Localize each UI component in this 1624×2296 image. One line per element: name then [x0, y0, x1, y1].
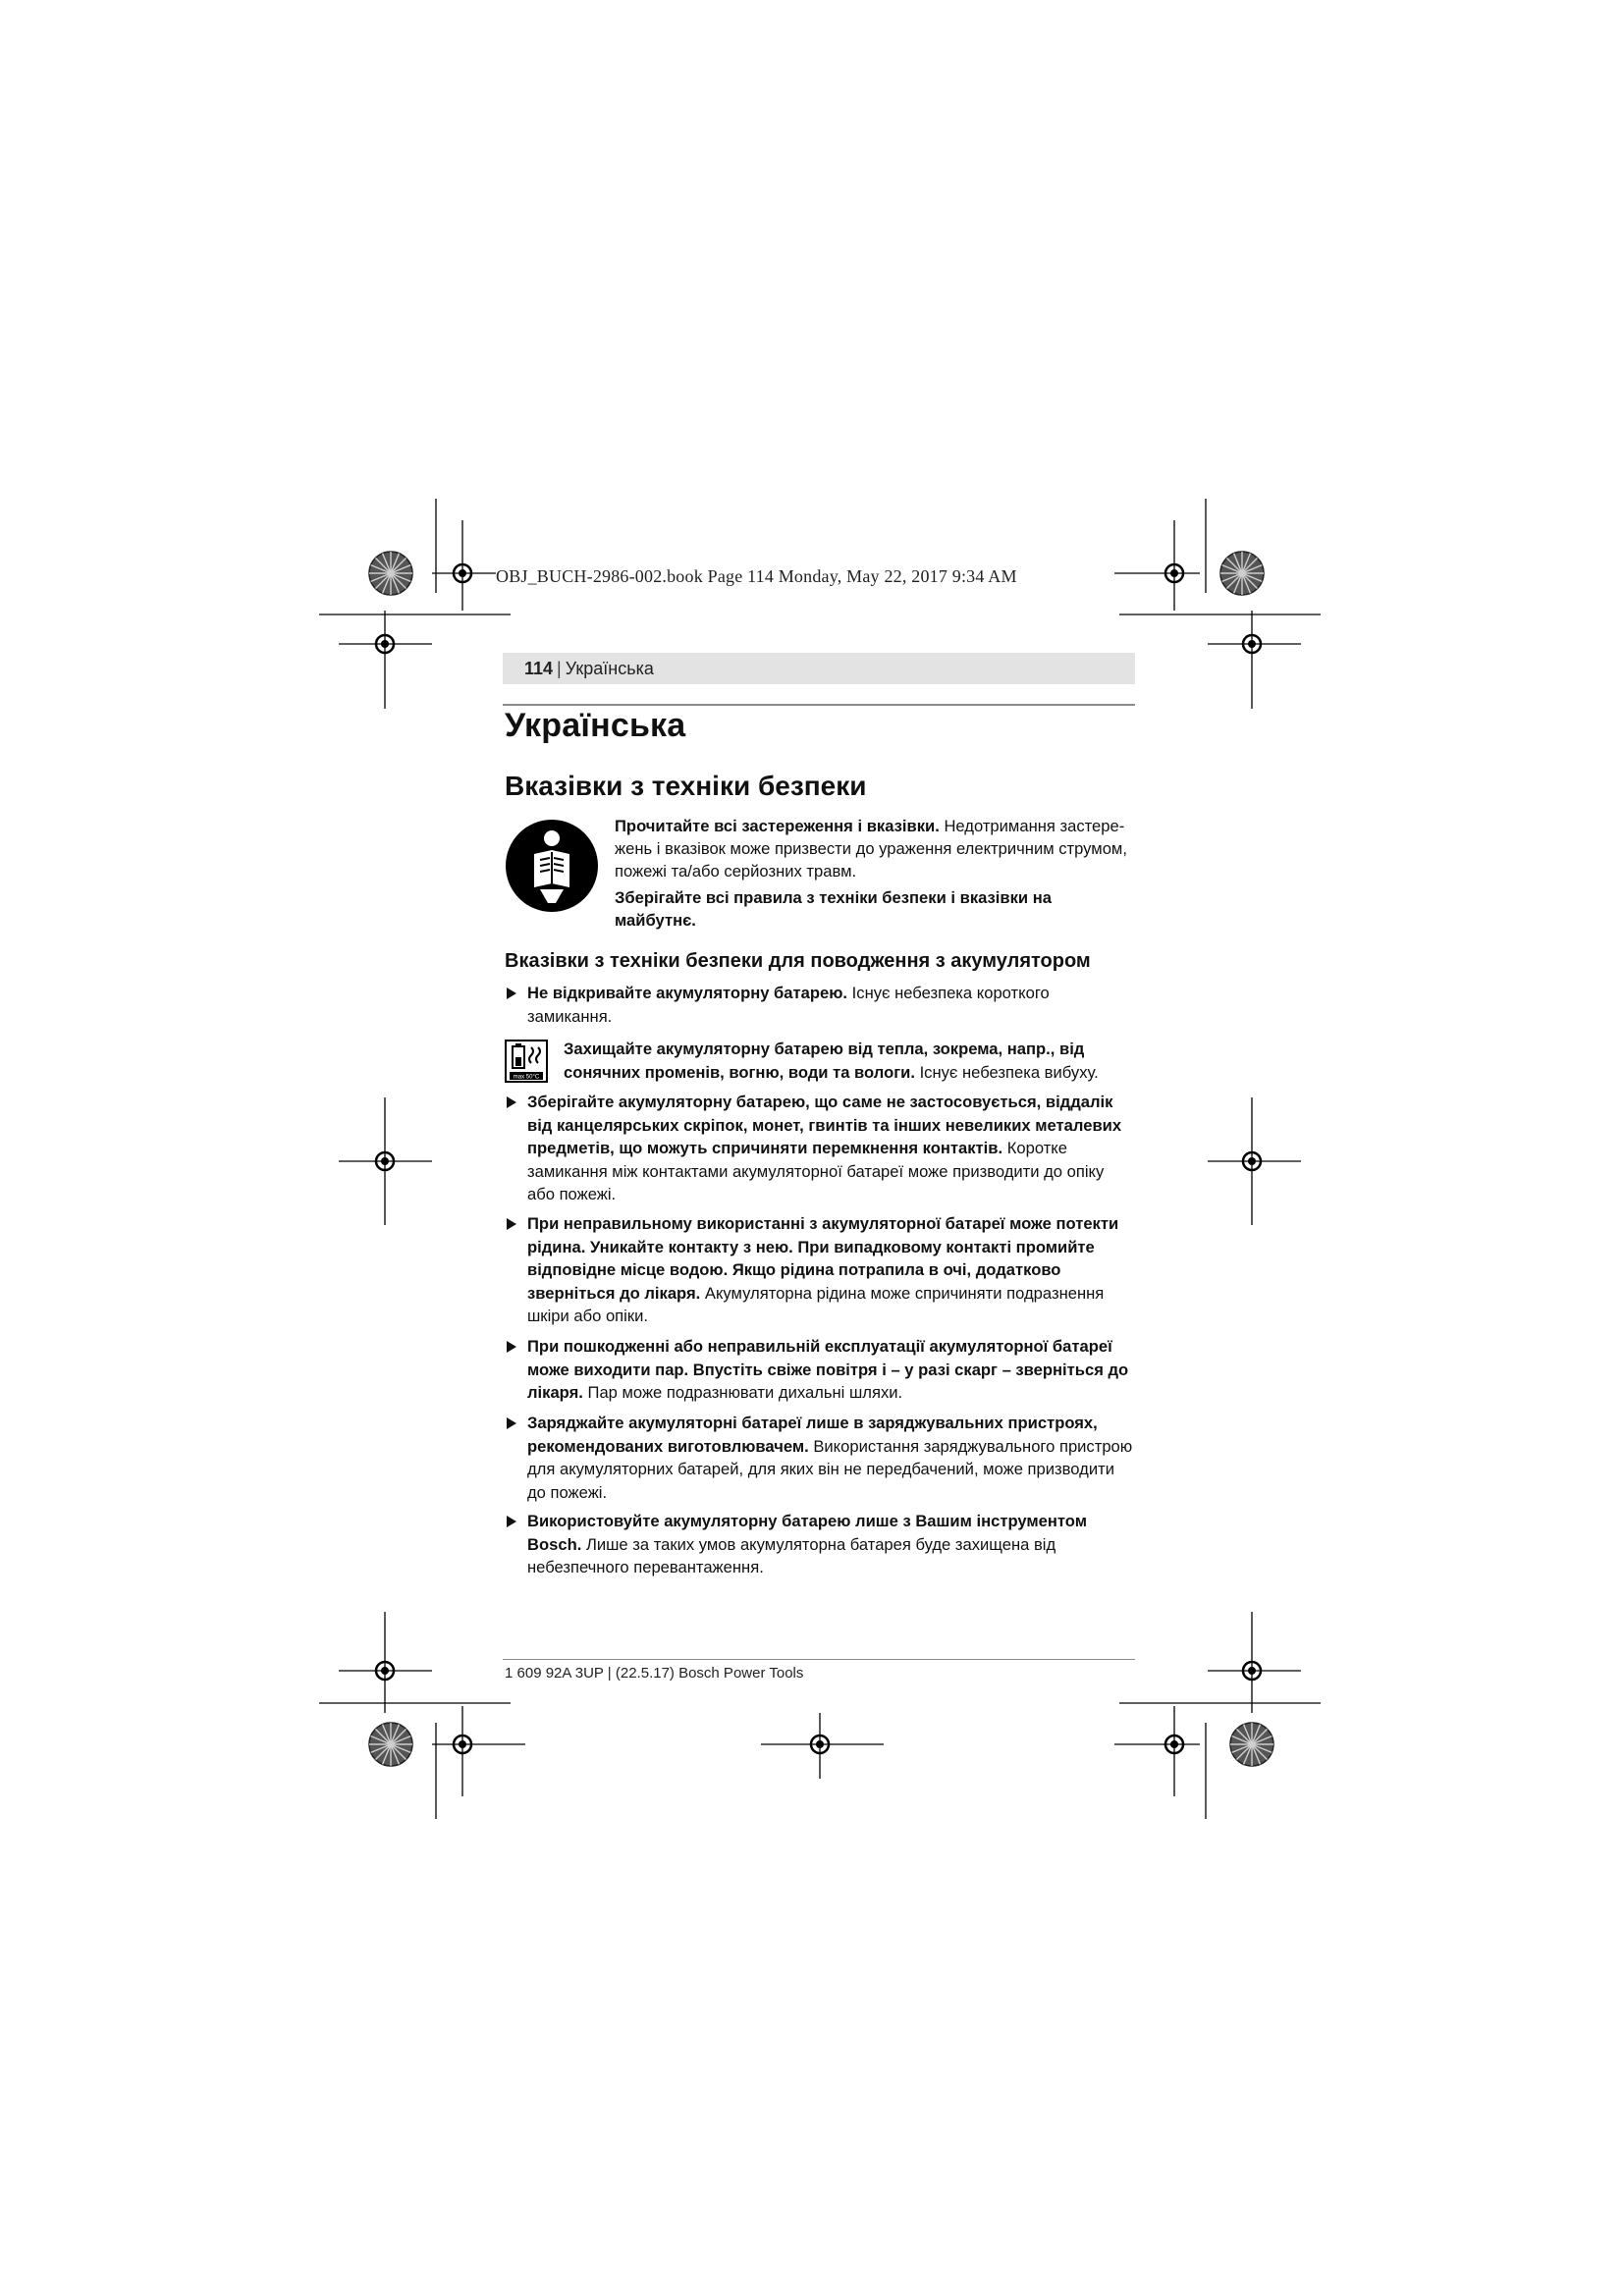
item-bold: Використовуйте акумуляторну батарею лише з Вашим інструментом Bosch.: [527, 1512, 1087, 1554]
safety-item: [505, 1510, 1135, 1579]
header-rule: [503, 704, 1135, 706]
battery-safety-subtitle: Вказівки з техніки безпеки для поводження з акумулятором: [505, 950, 1091, 972]
warning-paragraph-2: [615, 886, 1135, 932]
item-bold: При неправильному використанні з акумуляторної батареї може потекти рідина. Уникайте контакту з нею. При випадковому контакті промийте відповідне місце водою. Якщо рідина потрапила в очі, додатково зверніться до лікаря.: [527, 1214, 1119, 1303]
bullet-arrow-icon: [507, 1516, 516, 1527]
safety-item: [505, 982, 1135, 1028]
item-bold: Не відкривайте акумуляторну батарею.: [527, 984, 848, 1002]
battery-heat-warning-icon: [505, 1040, 548, 1083]
heat-warning-block: [505, 1038, 1135, 1087]
warning-bold-1: Прочитайте всі застереження і вказівки.: [615, 817, 940, 835]
page-header: [503, 653, 1135, 684]
heat-bold: Захищайте акумуляторну батарею від тепла, зокрема, напр., від сонячних променів, вогню, води та вологи.: [564, 1040, 1085, 1082]
header-separator: |: [557, 658, 562, 678]
page-footer: 1 609 92A 3UP | (22.5.17) Bosch Power Tools: [505, 1665, 804, 1682]
item-text: Існує небезпека короткого замикання.: [527, 984, 1050, 1026]
heat-icon-label: max 50°C: [513, 1074, 540, 1081]
general-warning-block: [505, 815, 1135, 930]
warning-paragraph-1: [615, 815, 1135, 882]
warning-text-1: Недотримання застере-жень і вказівок може призвести до ураження електричним струмом, пожежі та/або серйозних травм.: [615, 817, 1127, 881]
section-title: Вказівки з техніки безпеки: [505, 771, 867, 801]
page-number: 114: [524, 658, 554, 678]
item-text: Лише за таких умов акумуляторна батарея буде захищена від небезпечного перевантаження.: [527, 1534, 1056, 1576]
read-manual-icon: [505, 819, 599, 913]
general-warning-text: [615, 815, 1135, 935]
bullet-arrow-icon: [507, 1218, 516, 1230]
bullet-arrow-icon: [507, 1417, 516, 1429]
bullet-arrow-icon: [507, 1096, 516, 1108]
safety-item: [505, 1335, 1135, 1405]
header-language: Українська: [565, 658, 654, 678]
bullet-arrow-icon: [507, 988, 516, 999]
item-text: Коротке замикання між контактами акумуляторної батареї може призводити до опіку або пожежі.: [527, 1139, 1105, 1203]
footer-rule: [503, 1659, 1135, 1660]
item-bold: При пошкодженні або неправильній експлуатації акумуляторної батареї може виходити пар. Впустіть свіже повітря і – у разі скарг – зверніться до лікаря.: [527, 1337, 1129, 1402]
item-text: Використання заряджувального пристрою для акумуляторних батарей, для яких він не передбачений, може призводити до пожежі.: [527, 1436, 1133, 1502]
item-bold: Заряджайте акумуляторні батареї лише в заряджувальних пристроях, рекомендованих виготовлювачем.: [527, 1414, 1098, 1456]
item-text: Пар може подразнювати дихальні шляхи.: [582, 1383, 903, 1402]
heat-text-rest: Існує небезпека вибуху.: [914, 1062, 1099, 1082]
warning-bold-2: Зберігайте всі правила з техніки безпеки і вказівки на майбутнє.: [615, 888, 1052, 930]
print-slug-line: OBJ_BUCH-2986-002.book Page 114 Monday, May 22, 2017 9:34 AM: [496, 566, 1017, 586]
item-text: Акумуляторна рідина може спричиняти подразнення шкіри або опіки.: [527, 1283, 1105, 1325]
heat-warning-text: [564, 1038, 1135, 1084]
bullet-arrow-icon: [507, 1341, 516, 1353]
safety-item: [505, 1091, 1135, 1206]
safety-item: [505, 1212, 1135, 1328]
page-title: Українська: [505, 707, 686, 744]
item-bold: Зберігайте акумуляторну батарею, що саме не застосовується, віддалік від канцелярських скріпок, монет, гвинтів та інших невеликих металевих предметів, що можуть спричиняти перемкнення контактів.: [527, 1093, 1122, 1157]
safety-item: [505, 1412, 1135, 1504]
